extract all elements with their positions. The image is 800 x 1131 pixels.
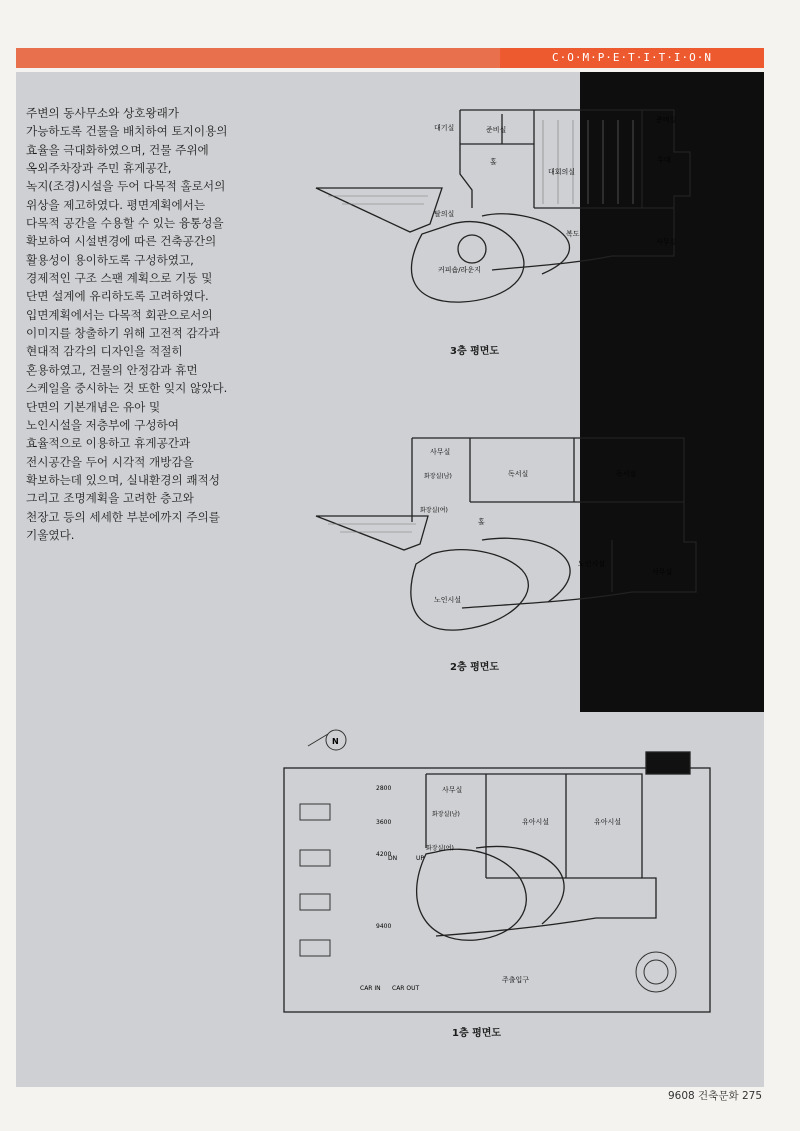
body-line: 효율을 극대화하였으며, 건물 주위에 [26, 142, 209, 157]
body-line: 주변의 동사무소와 상호왕래가 [26, 106, 179, 120]
room-label: 유아시설 [522, 818, 550, 826]
body-line: 현대적 감각의 디자인을 적절히 [26, 344, 183, 359]
room-label: 사무실 [652, 568, 673, 576]
room-label: 사무실 [430, 448, 451, 456]
room-label: 주출입구 [502, 976, 530, 984]
first-floor-plan [276, 728, 726, 1018]
body-line: 천장고 등의 세세한 부분에까지 주의를 [26, 509, 220, 524]
room-label: 복도 [566, 230, 580, 238]
room-label: 노인시설 [434, 596, 462, 604]
room-label: 탈의실 [434, 210, 455, 218]
body-line: 노인시설을 저층부에 구성하여 [26, 417, 179, 432]
body-line: 활용성이 용이하도록 구성하였고, [26, 252, 194, 267]
second-floor-caption: 2층 평면도 [450, 662, 500, 673]
north-arrow-label: N [332, 737, 339, 746]
plan-label: CAR OUT [392, 985, 420, 992]
plan-label: DN [388, 855, 398, 862]
room-label: 대기실 [434, 124, 455, 132]
room-label: 홀 [490, 158, 497, 166]
third-floor-caption: 3층 평면도 [450, 346, 500, 357]
body-line: 이미지를 창출하기 위해 고전적 감각과 [26, 326, 220, 341]
room-label: 화장실(남) [432, 811, 460, 818]
body-line: 단면 설계에 유리하도록 고려하였다. [26, 289, 209, 304]
body-line: 확보하는데 있으며, 실내환경의 쾌적성 [26, 472, 220, 487]
room-label: 독서실 [508, 470, 529, 478]
magazine-name: 건축문화 [698, 1090, 739, 1102]
section-label: C·O·M·P·E·T·I·T·I·O·N [500, 48, 764, 68]
body-line: 경제적인 구조 스팬 계획으로 기둥 및 [26, 271, 213, 286]
room-label: 홀 [478, 518, 485, 526]
article-body [26, 104, 274, 544]
body-line: 효율적으로 이용하고 휴게공간과 [26, 436, 191, 451]
room-label: 사무실 [656, 238, 677, 246]
body-line: 녹지(조경)시설을 두어 다목적 홀로서의 [26, 179, 226, 194]
page-footer [668, 1088, 762, 1103]
plan-label: UP [416, 855, 425, 862]
room-label: 무대 [657, 156, 671, 164]
room-label: 독서실 [616, 470, 637, 478]
second-floor-plan [312, 432, 712, 650]
room-label: 화장실(여) [426, 845, 454, 852]
room-label: 준비실 [656, 116, 677, 124]
body-line: 옥외주차장과 주민 휴게공간, [26, 161, 172, 176]
body-line: 기울였다. [26, 527, 75, 542]
body-line: 입면계획에서는 다목적 회관으로서의 [26, 307, 213, 322]
body-line: 스케일을 중시하는 것 또한 잊지 않았다. [26, 381, 228, 396]
body-line: 단면의 기본개념은 유아 및 [26, 399, 161, 414]
room-label: 화장실(남) [424, 473, 452, 480]
page-number: 275 [741, 1090, 762, 1102]
room-label: 대회의실 [548, 168, 576, 176]
plan-label: 9400 [376, 923, 392, 930]
body-line: 그리고 조명계획을 고려한 층고와 [26, 491, 194, 506]
room-label: 커피숍/라운지 [438, 266, 481, 274]
plan-label: 4200 [376, 851, 392, 858]
room-label: 화장실(여) [420, 507, 448, 514]
plan-label: CAR IN [360, 985, 381, 992]
body-line: 다목적 공간을 수용할 수 있는 융통성을 [26, 216, 224, 231]
body-line: 가능하도록 건물을 배치하여 토지이용의 [26, 124, 228, 139]
room-label: 사무실 [442, 786, 463, 794]
room-label: 유아시설 [594, 818, 622, 826]
plan-label: 3600 [376, 819, 392, 826]
first-floor-caption: 1층 평면도 [452, 1028, 502, 1039]
plan-label: 2800 [376, 785, 392, 792]
body-line: 전시공간을 두어 시각적 개방감을 [26, 454, 194, 469]
room-label: 노인시설 [578, 560, 606, 568]
third-floor-plan [312, 104, 712, 330]
body-line: 위상을 제고하였다. 평면계획에서는 [26, 197, 206, 212]
body-line: 확보하여 시설변경에 따른 건축공간의 [26, 234, 217, 249]
room-label: 준비실 [486, 126, 507, 134]
issue-number: 9608 [667, 1090, 695, 1102]
body-line: 혼용하였고, 건물의 안정감과 휴먼 [26, 362, 198, 377]
